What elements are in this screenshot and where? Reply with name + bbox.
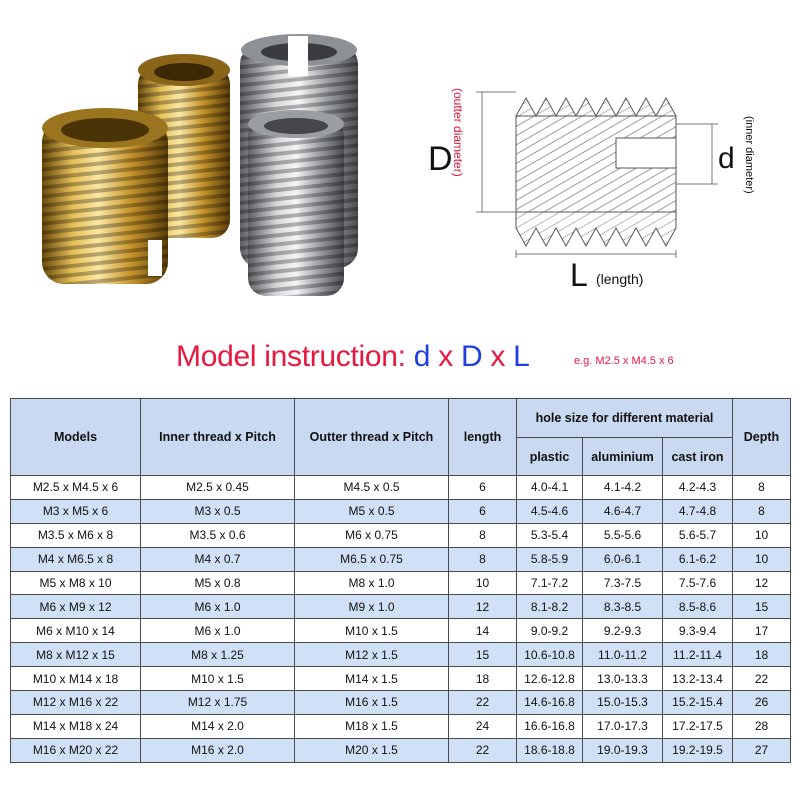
model-instruction-title <box>176 340 530 374</box>
cell-inner: M6 x 1.0 <box>141 619 295 643</box>
inner-diameter-symbol: d <box>718 142 735 175</box>
table-row <box>11 499 791 523</box>
cell-cast-iron: 15.2-15.4 <box>663 691 733 715</box>
cell-depth: 10 <box>733 523 791 547</box>
cell-aluminium: 11.0-11.2 <box>583 643 663 667</box>
cell-outer: M10 x 1.5 <box>295 619 449 643</box>
model-symbol-d: d <box>413 340 431 373</box>
cell-length: 15 <box>449 643 517 667</box>
header-hole-size: hole size for different material <box>517 399 733 438</box>
cell-length: 10 <box>449 571 517 595</box>
cell-aluminium: 19.0-19.3 <box>583 738 663 762</box>
steel-insert-front <box>248 110 344 296</box>
cell-plastic: 8.1-8.2 <box>517 595 583 619</box>
cell-plastic: 18.6-18.8 <box>517 738 583 762</box>
header-depth: Depth <box>733 399 791 476</box>
cell-length: 8 <box>449 523 517 547</box>
cell-aluminium: 5.5-5.6 <box>583 523 663 547</box>
cell-model: M14 x M18 x 24 <box>11 714 141 738</box>
cell-length: 6 <box>449 499 517 523</box>
cell-depth: 8 <box>733 476 791 500</box>
cell-outer: M18 x 1.5 <box>295 714 449 738</box>
header-models: Models <box>11 399 141 476</box>
cell-depth: 8 <box>733 499 791 523</box>
spec-table-body <box>11 476 791 763</box>
cell-length: 12 <box>449 595 517 619</box>
cell-cast-iron: 4.7-4.8 <box>663 499 733 523</box>
cell-cast-iron: 7.5-7.6 <box>663 571 733 595</box>
cell-plastic: 16.6-16.8 <box>517 714 583 738</box>
cell-aluminium: 4.6-4.7 <box>583 499 663 523</box>
cell-cast-iron: 4.2-4.3 <box>663 476 733 500</box>
table-row <box>11 523 791 547</box>
insert-cross-section <box>516 98 676 246</box>
outer-diameter-caption: (outter diameter) <box>451 88 465 177</box>
cell-outer: M16 x 1.5 <box>295 691 449 715</box>
table-row <box>11 476 791 500</box>
cell-depth: 12 <box>733 571 791 595</box>
spec-table <box>10 398 791 763</box>
cell-cast-iron: 19.2-19.5 <box>663 738 733 762</box>
cell-inner: M2.5 x 0.45 <box>141 476 295 500</box>
table-row <box>11 738 791 762</box>
cell-plastic: 14.6-16.8 <box>517 691 583 715</box>
cell-aluminium: 7.3-7.5 <box>583 571 663 595</box>
cell-model: M3 x M5 x 6 <box>11 499 141 523</box>
model-symbol-L: L <box>513 340 530 373</box>
cell-outer: M6.5 x 0.75 <box>295 547 449 571</box>
table-row <box>11 547 791 571</box>
cell-outer: M4.5 x 0.5 <box>295 476 449 500</box>
cell-aluminium: 15.0-15.3 <box>583 691 663 715</box>
cell-inner: M8 x 1.25 <box>141 643 295 667</box>
cell-model: M4 x M6.5 x 8 <box>11 547 141 571</box>
length-caption: (length) <box>596 271 644 287</box>
cell-cast-iron: 13.2-13.4 <box>663 667 733 691</box>
cell-inner: M4 x 0.7 <box>141 547 295 571</box>
header-plastic: plastic <box>517 438 583 476</box>
model-symbol-x2: x <box>490 340 506 373</box>
cell-aluminium: 8.3-8.5 <box>583 595 663 619</box>
cell-aluminium: 6.0-6.1 <box>583 547 663 571</box>
cell-cast-iron: 9.3-9.4 <box>663 619 733 643</box>
cell-inner: M5 x 0.8 <box>141 571 295 595</box>
cell-cast-iron: 5.6-5.7 <box>663 523 733 547</box>
cell-depth: 15 <box>733 595 791 619</box>
cell-outer: M14 x 1.5 <box>295 667 449 691</box>
cell-outer: M8 x 1.0 <box>295 571 449 595</box>
cell-depth: 22 <box>733 667 791 691</box>
table-row <box>11 595 791 619</box>
product-photo <box>0 0 410 320</box>
cell-inner: M3.5 x 0.6 <box>141 523 295 547</box>
cell-model: M12 x M16 x 22 <box>11 691 141 715</box>
outer-diameter-symbol: D <box>428 140 453 178</box>
cell-length: 14 <box>449 619 517 643</box>
cell-cast-iron: 6.1-6.2 <box>663 547 733 571</box>
cell-depth: 28 <box>733 714 791 738</box>
cell-plastic: 5.3-5.4 <box>517 523 583 547</box>
cell-model: M8 x M12 x 15 <box>11 643 141 667</box>
cell-cast-iron: 11.2-11.4 <box>663 643 733 667</box>
header-cast-iron: cast iron <box>663 438 733 476</box>
cell-model: M6 x M10 x 14 <box>11 619 141 643</box>
model-instruction <box>0 340 800 380</box>
table-row <box>11 714 791 738</box>
cell-model: M6 x M9 x 12 <box>11 595 141 619</box>
cell-length: 8 <box>449 547 517 571</box>
header-outer-thread: Outter thread x Pitch <box>295 399 449 476</box>
cell-inner: M16 x 2.0 <box>141 738 295 762</box>
cell-plastic: 4.0-4.1 <box>517 476 583 500</box>
cell-inner: M10 x 1.5 <box>141 667 295 691</box>
cell-length: 22 <box>449 738 517 762</box>
cell-outer: M9 x 1.0 <box>295 595 449 619</box>
header-inner-thread: Inner thread x Pitch <box>141 399 295 476</box>
table-row <box>11 571 791 595</box>
cell-inner: M6 x 1.0 <box>141 595 295 619</box>
cell-plastic: 7.1-7.2 <box>517 571 583 595</box>
model-symbol-D: D <box>460 340 483 373</box>
cell-depth: 10 <box>733 547 791 571</box>
cell-inner: M3 x 0.5 <box>141 499 295 523</box>
table-row <box>11 691 791 715</box>
header-aluminium: aluminium <box>583 438 663 476</box>
cell-aluminium: 13.0-13.3 <box>583 667 663 691</box>
cell-plastic: 5.8-5.9 <box>517 547 583 571</box>
insert-diagram <box>420 80 790 290</box>
table-row <box>11 643 791 667</box>
model-instruction-prefix: Model instruction: <box>176 340 406 373</box>
cell-outer: M20 x 1.5 <box>295 738 449 762</box>
cell-aluminium: 9.2-9.3 <box>583 619 663 643</box>
cell-depth: 18 <box>733 643 791 667</box>
cell-depth: 17 <box>733 619 791 643</box>
cell-inner: M12 x 1.75 <box>141 691 295 715</box>
cell-model: M16 x M20 x 22 <box>11 738 141 762</box>
cell-model: M3.5 x M6 x 8 <box>11 523 141 547</box>
cell-model: M10 x M14 x 18 <box>11 667 141 691</box>
length-symbol: L <box>570 257 588 290</box>
model-example: e.g. M2.5 x M4.5 x 6 <box>574 355 674 367</box>
cell-cast-iron: 8.5-8.6 <box>663 595 733 619</box>
model-symbol-x1: x <box>438 340 453 373</box>
cell-aluminium: 17.0-17.3 <box>583 714 663 738</box>
cell-aluminium: 4.1-4.2 <box>583 476 663 500</box>
cell-cast-iron: 17.2-17.5 <box>663 714 733 738</box>
cell-length: 22 <box>449 691 517 715</box>
cell-outer: M6 x 0.75 <box>295 523 449 547</box>
cell-plastic: 12.6-12.8 <box>517 667 583 691</box>
inner-diameter-caption: (inner diameter) <box>743 116 755 194</box>
cell-plastic: 4.5-4.6 <box>517 499 583 523</box>
cell-depth: 27 <box>733 738 791 762</box>
cell-plastic: 10.6-10.8 <box>517 643 583 667</box>
cell-length: 24 <box>449 714 517 738</box>
table-row <box>11 667 791 691</box>
header-length: length <box>449 399 517 476</box>
cell-depth: 26 <box>733 691 791 715</box>
cell-length: 6 <box>449 476 517 500</box>
brass-insert-front <box>42 108 168 284</box>
cell-model: M2.5 x M4.5 x 6 <box>11 476 141 500</box>
cell-plastic: 9.0-9.2 <box>517 619 583 643</box>
cell-outer: M12 x 1.5 <box>295 643 449 667</box>
table-row <box>11 619 791 643</box>
cell-inner: M14 x 2.0 <box>141 714 295 738</box>
cell-model: M5 x M8 x 10 <box>11 571 141 595</box>
cell-outer: M5 x 0.5 <box>295 499 449 523</box>
cell-length: 18 <box>449 667 517 691</box>
